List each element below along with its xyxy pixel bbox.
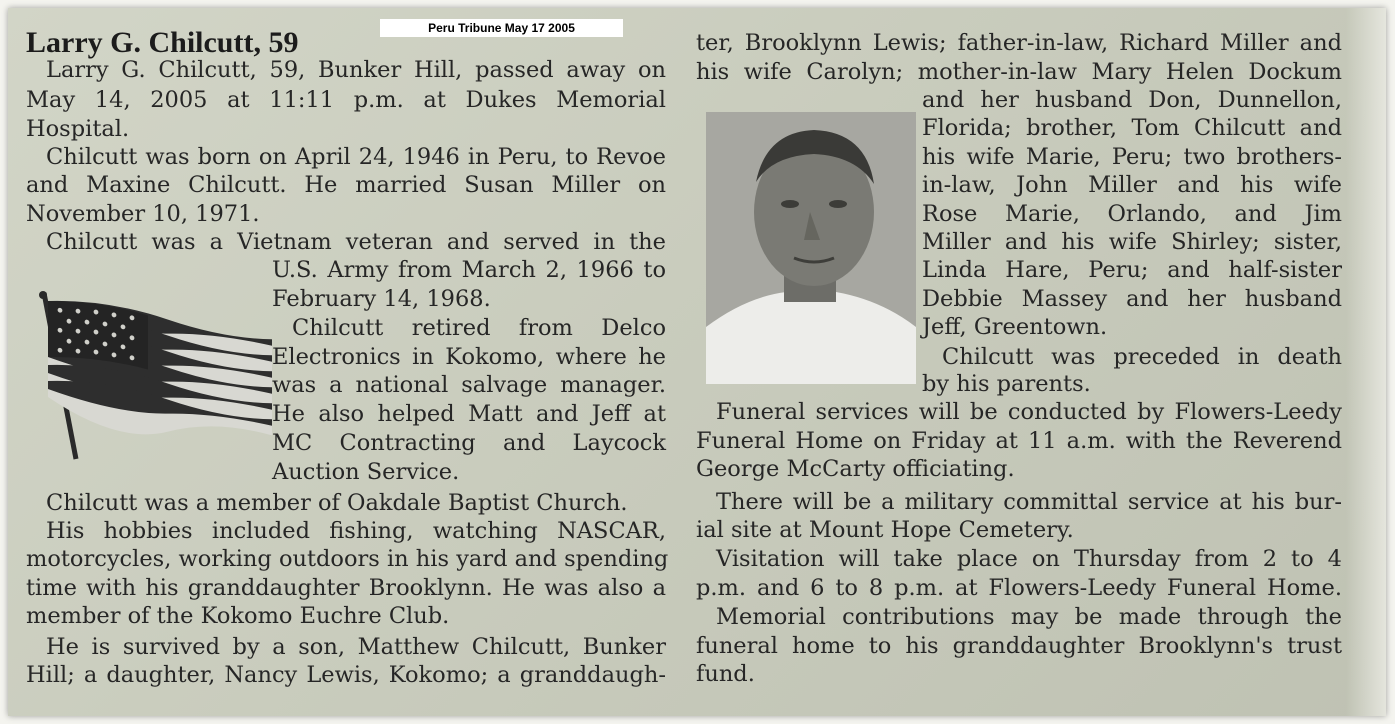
body-line: Memorial contributions may be made through the bbox=[716, 604, 1342, 630]
body-line: Larry G. Chilcutt, 59, Bunker Hill, passed away on bbox=[46, 57, 666, 83]
body-line: MC Contracting and Laycock bbox=[272, 430, 666, 456]
body-line: Jeff, Greentown. bbox=[922, 314, 1108, 340]
body-line: Visitation will take place on Thursday from 2 to 4 bbox=[716, 546, 1342, 572]
body-line: in-law, John Miller and his wife bbox=[922, 172, 1342, 198]
body-line: U.S. Army from March 2, 1966 to bbox=[272, 257, 666, 283]
body-line: and Maxine Chilcutt. He married Susan Miller on bbox=[26, 172, 666, 198]
body-line: ial site at Mount Hope Cemetery. bbox=[696, 517, 1074, 543]
body-line: funeral home to his granddaughter Brooklynn's trust bbox=[696, 633, 1342, 659]
body-line: Funeral services will be conducted by Flowers-Leedy bbox=[716, 399, 1342, 425]
american-flag-image bbox=[36, 291, 272, 461]
body-line: George McCarty officiating. bbox=[696, 456, 1015, 482]
body-line: He is survived by a son, Matthew Chilcutt, Bunker bbox=[46, 634, 666, 660]
portrait-photo bbox=[706, 112, 916, 384]
body-line: Florida; brother, Tom Chilcutt and bbox=[922, 115, 1342, 141]
body-line: There will be a military committal service at his bur- bbox=[716, 489, 1342, 515]
body-line: Debbie Massey and her husband bbox=[922, 286, 1342, 312]
body-line: Chilcutt was a Vietnam veteran and served in the bbox=[46, 229, 666, 255]
body-line: Hill; a daughter, Nancy Lewis, Kokomo; a granddaugh- bbox=[26, 662, 666, 688]
body-line: Auction Service. bbox=[272, 459, 460, 485]
source-label: Peru Tribune May 17 2005 bbox=[380, 19, 623, 37]
body-line: Electronics in Kokomo, where he bbox=[272, 344, 666, 370]
body-line: Linda Hare, Peru; and half-sister bbox=[922, 257, 1342, 283]
body-line: Rose Marie, Orlando, and Jim bbox=[922, 201, 1342, 227]
body-line: November 10, 1971. bbox=[26, 201, 260, 227]
body-line: his wife Marie, Peru; two brothers- bbox=[922, 144, 1342, 170]
body-line: time with his granddaughter Brooklynn. He was also a bbox=[26, 575, 666, 601]
body-line: by his parents. bbox=[922, 371, 1091, 397]
body-line: and her husband Don, Dunnellon, bbox=[922, 87, 1342, 113]
body-line: Chilcutt retired from Delco bbox=[292, 315, 666, 341]
body-line: ter, Brooklynn Lewis; father-in-law, Richard Miller and bbox=[696, 30, 1342, 56]
body-line: Hospital. bbox=[26, 116, 130, 142]
obituary-headline: Larry G. Chilcutt, 59 bbox=[26, 26, 299, 59]
body-line: was a national salvage manager. bbox=[272, 372, 666, 398]
body-line: Chilcutt was born on April 24, 1946 in Peru, to Revoe bbox=[46, 144, 666, 170]
body-line: He also helped Matt and Jeff at bbox=[272, 401, 666, 427]
body-line: Chilcutt was preceded in death bbox=[942, 344, 1342, 370]
body-line: May 14, 2005 at 11:11 p.m. at Dukes Memorial bbox=[26, 87, 666, 113]
body-line: Chilcutt was a member of Oakdale Baptist Church. bbox=[46, 490, 628, 516]
body-line: his wife Carolyn; mother-in-law Mary Helen Dockum bbox=[696, 59, 1342, 85]
body-line: fund. bbox=[696, 661, 755, 687]
torn-right-edge bbox=[1346, 8, 1386, 716]
body-line: motorcycles, working outdoors in his yard and spending bbox=[26, 546, 669, 572]
body-line: Miller and his wife Shirley; sister, bbox=[922, 229, 1342, 255]
body-line: member of the Kokomo Euchre Club. bbox=[26, 603, 450, 629]
body-line: His hobbies included fishing, watching NASCAR, bbox=[46, 518, 666, 544]
body-line: Funeral Home on Friday at 11 a.m. with the Reverend bbox=[696, 428, 1342, 454]
body-line: p.m. and 6 to 8 p.m. at Flowers-Leedy Funeral Home. bbox=[696, 575, 1342, 601]
body-line: February 14, 1968. bbox=[272, 286, 491, 312]
